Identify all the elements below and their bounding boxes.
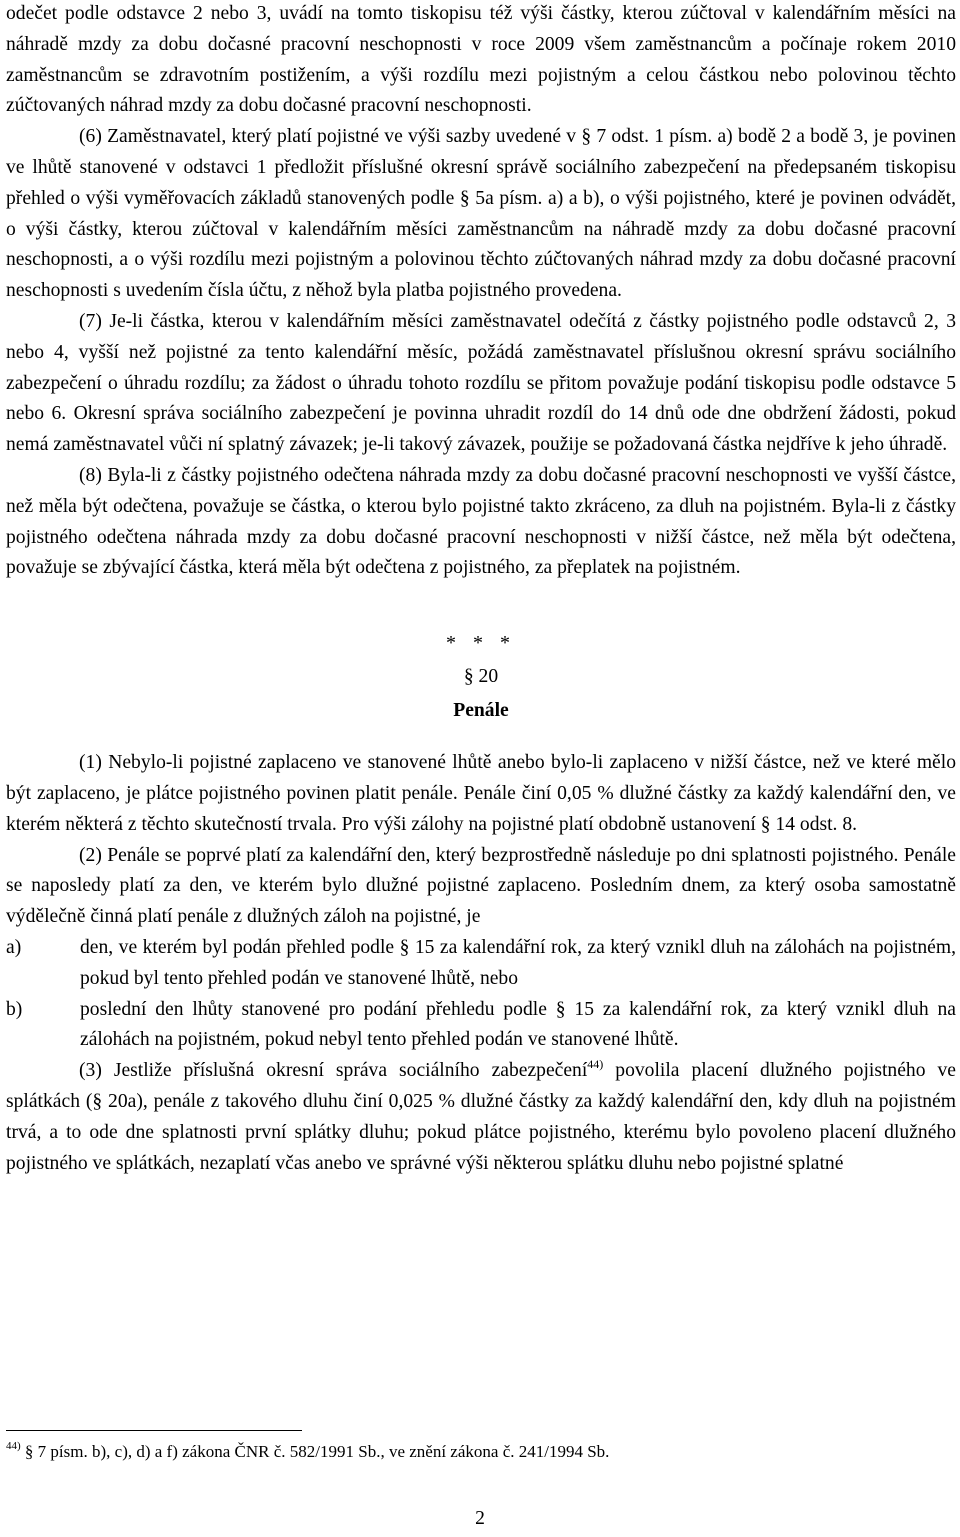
footnote-divider [6,1430,302,1431]
penale-paragraph-3-rest: povolila placení dlužného pojistného ve splátkách (§ 20a), penále z takového dluhu činí 0,025 % dlužné částky za každý kalendářní den, kdy dluh na pojistném trvá, a to ode dne splatnosti první splátky dluhu; pokud plátce pojistného, kterému bylo povoleno placení dlužného pojistného ve splátkách, nezaplatí včas anebo ve správné výši některou splátku dluhu nebo pojistné splatné [6,1060,956,1174]
document-page [6,0,956,1179]
section-number: § 20 [463,666,499,688]
list-marker: a) [6,936,22,958]
section-separator: * * * [446,632,516,655]
page-number: 2 [475,1508,485,1529]
list-item [6,995,956,1057]
paragraph-6: (6) Zaměstnavatel, který platí pojistné ve výši sazby uvedené v § 7 odst. 1 písm. a) bodě 2 a bodě 3, je povinen ve lhůtě stanovené v odstavci 1 předložit příslušné okresní správě sociálního zabezpečení na předepsaném tiskopisu přehled o výši vyměřovacích základů stanovených podle § 5a písm. a) a b), o výši pojistného, které je povinen odvádět, o výši částky, kterou zúčtoval v kalendářním měsíci zaměstnancům na náhradě mzdy za dobu dočasné pracovní neschopnosti, a o výši rozdílu mezi pojistným a polovinou těchto zúčtovaných náhrad mzdy za dobu dočasné pracovní neschopnosti s uvedením čísla účtu, z něhož byla platba pojistného provedena. [6,126,956,302]
penale-paragraph-1: (1) Nebylo-li pojistné zaplaceno ve stanovené lhůtě anebo bylo-li zaplaceno v nižší částce, než ve které mělo být zaplaceno, je plátce pojistného povinen platit penále. Penále činí 0,05 % dlužné částky za každý kalendářní den, ve kterém některá z těchto skutečností trvala. Pro výši zálohy na pojistné platí obdobně ustanovení § 14 odst. 8. [6,752,956,835]
footnote-text: § 7 písm. b), c), d) a f) zákona ČNR č. 582/1991 Sb., ve znění zákona č. 241/1994 Sb. [20,1442,610,1461]
penale-paragraph-3 [6,1056,956,1179]
penale-paragraph-2: (2) Penále se poprvé platí za kalendářní den, který bezprostředně následuje po dni splatnosti pojistného. Penále se naposledy platí za den, ve kterém bylo dlužné pojistné zaplaceno. Posledním dnem, za který osoba samostatně výdělečně činná platí penále z dlužných záloh na pojistné, je [6,844,956,928]
footnote-mark: 44) [6,1440,21,1452]
paragraph-7: (7) Je-li částka, kterou v kalendářním měsíci zaměstnavatel odečítá z částky pojistného podle odstavců 2, 3 nebo 4, vyšší než pojistné za tento kalendářní měsíc, požádá zaměstnavatel příslušnou okresní správu sociálního zabezpečení o úhradu rozdílu; za žádost o úhradu tohoto rozdílu se přitom považuje podání tiskopisu podle odstavce 5 nebo 6. Okresní správa sociálního zabezpečení je povinna uhradit rozdíl do 14 dnů ode dne obdržení žádosti, pokud nemá zaměstnavatel vůči ní splatný závazek; je-li takový závazek, použije se požadovaná částka nejdříve k jeho úhradě. [6,310,956,456]
list-item [6,933,956,995]
paragraph-8: (8) Byla-li z částky pojistného odečtena náhrada mzdy za dobu dočasné pracovní neschopnosti ve vyšší částce, než měla být odečtena, považuje se částka, o kterou bylo pojistné takto zkráceno, za dluh na pojistném. Byla-li z částky pojistného odečtena náhrada mzdy za dobu dočasné pracovní neschopnosti v nižší částce, než měla být odečtena, považuje se zbývající částka, která měla být odečtena z pojistného, za přeplatek na pojistném. [6,464,956,579]
section-title: Penále [453,700,509,722]
list-marker: b) [6,998,23,1020]
footnote [6,1438,609,1466]
list-item-text: poslední den lhůty stanovené pro podání přehledu podle § 15 za kalendářní rok, za který vznikl dluh na zálohách na pojistném, pokud nebyl tento přehled podán ve stanovené lhůtě. [80,998,956,1051]
paragraph-continued: odečet podle odstavce 2 nebo 3, uvádí na tomto tiskopisu též výši částky, kterou zúčtoval v kalendářním měsíci na náhradě mzdy za dobu dočasné pracovní neschopnosti v roce 2009 všem zaměstnancům a počínaje rokem 2010 zaměstnancům se zdravotním postižením, a výši rozdílu mezi pojistným a celou částkou nebo polovinou těchto zúčtovaných náhrad mzdy za dobu dočasné pracovní neschopnosti. [6,3,956,117]
penale-paragraph-3-start: (3) Jestliže příslušná okresní správa sociálního zabezpečení [79,1060,588,1082]
footnote-reference[interactable]: 44) [587,1057,604,1072]
list-item-text: den, ve kterém byl podán přehled podle § 15 za kalendářní rok, za který vznikl dluh na zálohách na pojistném, pokud byl tento přehled podán ve stanovené lhůtě, nebo [80,936,956,989]
